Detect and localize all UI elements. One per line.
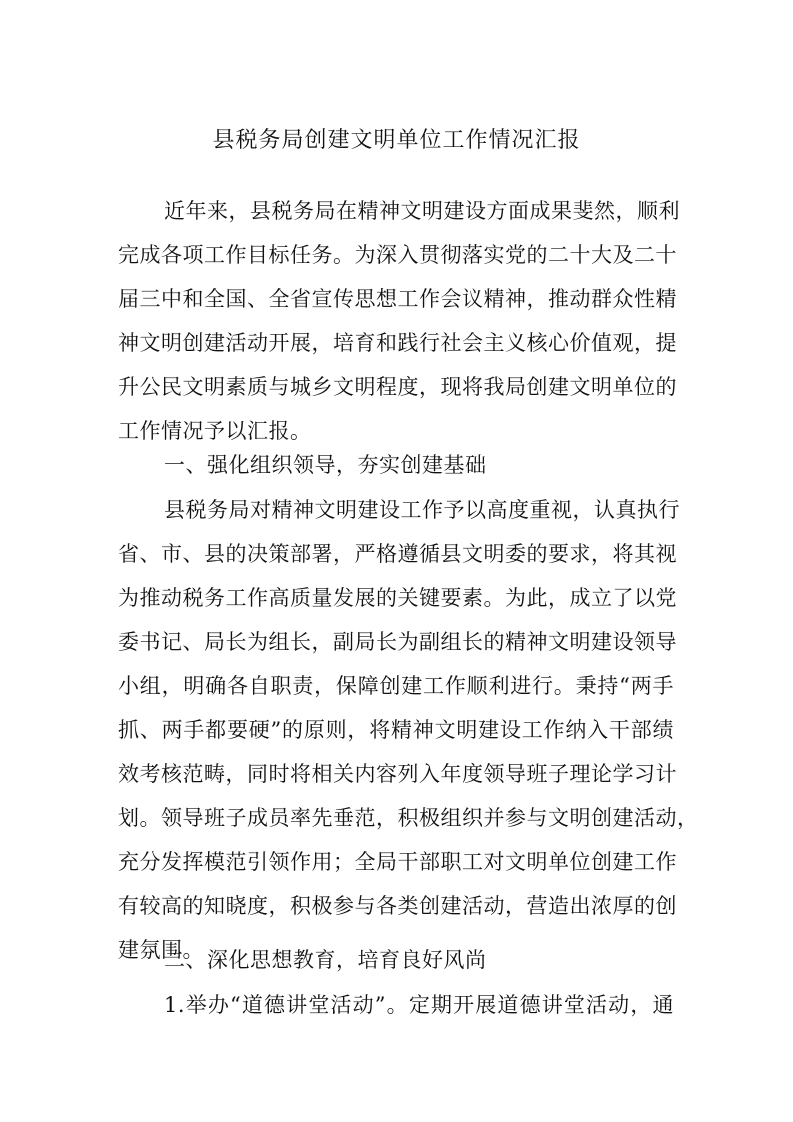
text-line: 为推动税务工作高质量发展的关键要素。为此，成立了以党 — [118, 586, 677, 610]
text-line: 建氛围。 — [118, 938, 204, 962]
text-line: 1.举办“道德讲堂活动”。定期开展道德讲堂活动，通 — [164, 993, 674, 1017]
text-line: 委书记、局长为组长，副局长为副组长的精神文明建设领导 — [118, 630, 677, 654]
text-line: 充分发挥模范引领作用；全局干部职工对文明单位创建工作 — [118, 850, 677, 874]
text-line: 划。领导班子成员率先垂范，积极组织并参与文明创建活动， — [118, 806, 699, 830]
text-line: 省、市、县的决策部署，严格遵循县文明委的要求，将其视 — [118, 542, 677, 566]
paragraph-intro — [118, 189, 680, 453]
text-line: 县税务局对精神文明建设工作予以高度重视，认真执行 — [164, 498, 680, 522]
text-line: 效考核范畴，同时将相关内容列入年度领导班子理论学习计 — [118, 762, 677, 786]
text-line: 近年来，县税务局在精神文明建设方面成果斐然，顺利 — [164, 199, 680, 223]
text-line: 工作情况予以汇报。 — [118, 419, 312, 443]
paragraph-organization — [118, 488, 699, 972]
paragraph-moral-lecture — [118, 983, 674, 1027]
text-line: 升公民文明素质与城乡文明程度，现将我局创建文明单位的 — [118, 375, 677, 399]
text-line: 抓、两手都要硬”的原则，将精神文明建设工作纳入干部绩 — [118, 718, 674, 742]
section-heading-2 — [118, 938, 674, 982]
text-line: 有较高的知晓度，积极参与各类创建活动，营造出浓厚的创 — [118, 894, 677, 918]
section-heading-text: 二、深化思想教育，培育良好风尚 — [164, 948, 487, 972]
section-heading-text: 一、强化组织领导，夯实创建基础 — [164, 453, 487, 477]
text-line: 完成各项工作目标任务。为深入贯彻落实党的二十大及二十 — [118, 243, 677, 267]
text-line: 届三中和全国、全省宣传思想工作会议精神，推动群众性精 — [118, 287, 677, 311]
document-title: 县税务局创建文明单位工作情况汇报 — [212, 128, 581, 153]
text-line: 神文明创建活动开展，培育和践行社会主义核心价值观，提 — [118, 331, 677, 355]
text-line: 小组，明确各自职责，保障创建工作顺利进行。秉持“两手 — [118, 674, 674, 698]
section-heading-1 — [118, 443, 674, 487]
